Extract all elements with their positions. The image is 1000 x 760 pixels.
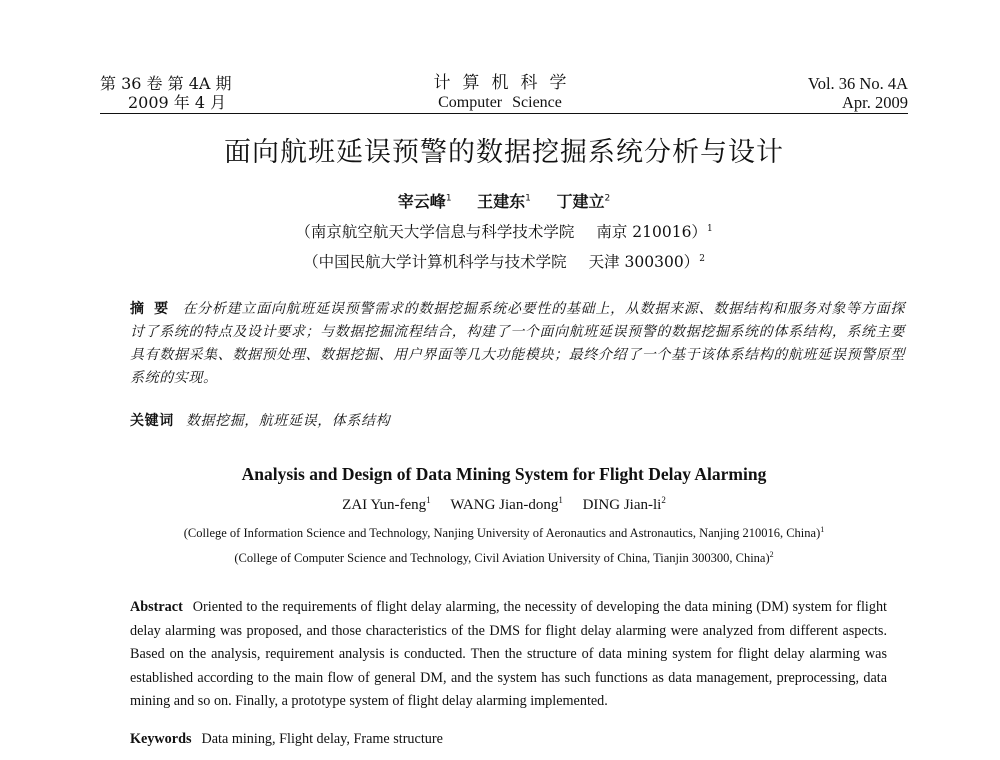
affiliation-cn (100, 249, 908, 272)
affiliation-mark: 1 (558, 495, 563, 505)
publication-date-cn: 2009 年 4 月 (128, 93, 227, 112)
keywords-text-en: Data mining, Flight delay, Frame structure (201, 731, 443, 747)
affiliation-institution: （南京航空航天大学信息与科学技术学院 (295, 223, 575, 242)
journal-volume-info (100, 74, 300, 112)
journal-name-en: Computer Science (438, 94, 562, 111)
paper-title-en: Analysis and Design of Data Mining System for Flight Delay Alarming (241, 464, 767, 484)
author-en (450, 497, 562, 513)
author-cn (556, 192, 610, 211)
author-en (342, 497, 431, 513)
keywords-text-cn: 数据挖掘，航班延误，体系结构 (185, 413, 391, 429)
abstract-label-cn: 摘要 (130, 301, 179, 317)
abstract-en (130, 596, 887, 714)
affiliation-en (100, 525, 908, 541)
keywords-label-en: Keywords (130, 731, 192, 747)
author-cn (398, 192, 452, 211)
affiliation-mark: 1 (445, 193, 452, 204)
publication-date-en: Apr. 2009 (842, 93, 908, 112)
affiliation-city: 南京 210016） (596, 223, 707, 242)
affiliation-text: (College of Information Science and Technology, Nanjing University of Aeronautics and Astronautics, Nanjing 210016, China) (183, 526, 821, 541)
affiliation-mark: 1 (706, 224, 713, 234)
author-list-cn (100, 189, 908, 212)
author-name: WANG Jian-dong (450, 497, 559, 513)
author-name: ZAI Yun-feng (342, 497, 427, 513)
affiliation-city: 天津 300300） (588, 253, 700, 272)
volume-issue: 第 36 卷 第 4A 期 (100, 74, 232, 93)
author-cn (477, 192, 531, 211)
keywords-cn (130, 411, 905, 431)
author-name: 宰云峰 (397, 192, 446, 211)
author-list-en (100, 495, 908, 514)
author-name: DING Jian-li (582, 497, 662, 513)
abstract-label-en: Abstract (130, 599, 183, 615)
affiliation-mark: 2 (604, 193, 611, 204)
author-name: 王建东 (477, 192, 526, 211)
affiliation-institution: （中国民航大学计算机科学与技术学院 (303, 253, 567, 272)
affiliation-mark: 1 (426, 495, 431, 505)
volume-issue-en: Vol. 36 No. 4A (807, 74, 908, 93)
affiliation-mark: 2 (661, 495, 666, 505)
affiliation-mark: 1 (525, 193, 531, 204)
affiliation-mark: 2 (699, 254, 705, 264)
author-name: 丁建立 (556, 192, 605, 211)
header-rule (100, 113, 908, 114)
keywords-en (130, 729, 887, 749)
abstract-cn (130, 298, 905, 390)
affiliation-text: (College of Computer Science and Technology, Civil Aviation University of China, Tianjin 300300, China) (234, 551, 770, 566)
affiliation-mark: 1 (820, 525, 825, 534)
journal-name-cn: 计算机科学 (433, 73, 579, 93)
affiliation-cn (100, 219, 908, 242)
abstract-text-cn: 在分析建立面向航班延误预警需求的数据挖掘系统必要性的基础上，从数据来源、数据结构和服务对象等方面探讨了系统的特点及设计要求；与数据挖掘流程结合，构建了一个面向航班延误预警的数据挖掘系统的体系结构，系统主要具有数据采集、数据预处理、数据挖掘、用户界面等几大功能模块；最终介绍了一个基于该体系结构的航班延误预警原型系统的实现。 (130, 301, 905, 386)
affiliation-en (100, 550, 908, 566)
journal-volume-info-en (720, 74, 908, 112)
journal-name (380, 74, 620, 112)
keywords-label-cn: 关键词 (130, 413, 174, 429)
author-en (583, 497, 666, 513)
abstract-text-en: Oriented to the requirements of flight delay alarming, the necessity of developing the data mining (DM) system for flight delay alarming was proposed, and those characteristics of the DMS for flight delay alarming were analyzed from different aspects. Based on the analysis, requirement analysis is conducted. Then the structure of data mining system for flight delay alarming was established according to the main flow of general DM, and the system has such functions as data management, preprocessing, data mining and so on. Finally, a prototype system of flight delay alarming implemented. (130, 599, 887, 709)
affiliation-mark: 2 (769, 550, 774, 559)
paper-title-cn: 面向航班延误预警的数据挖掘系统分析与设计 (224, 137, 784, 168)
